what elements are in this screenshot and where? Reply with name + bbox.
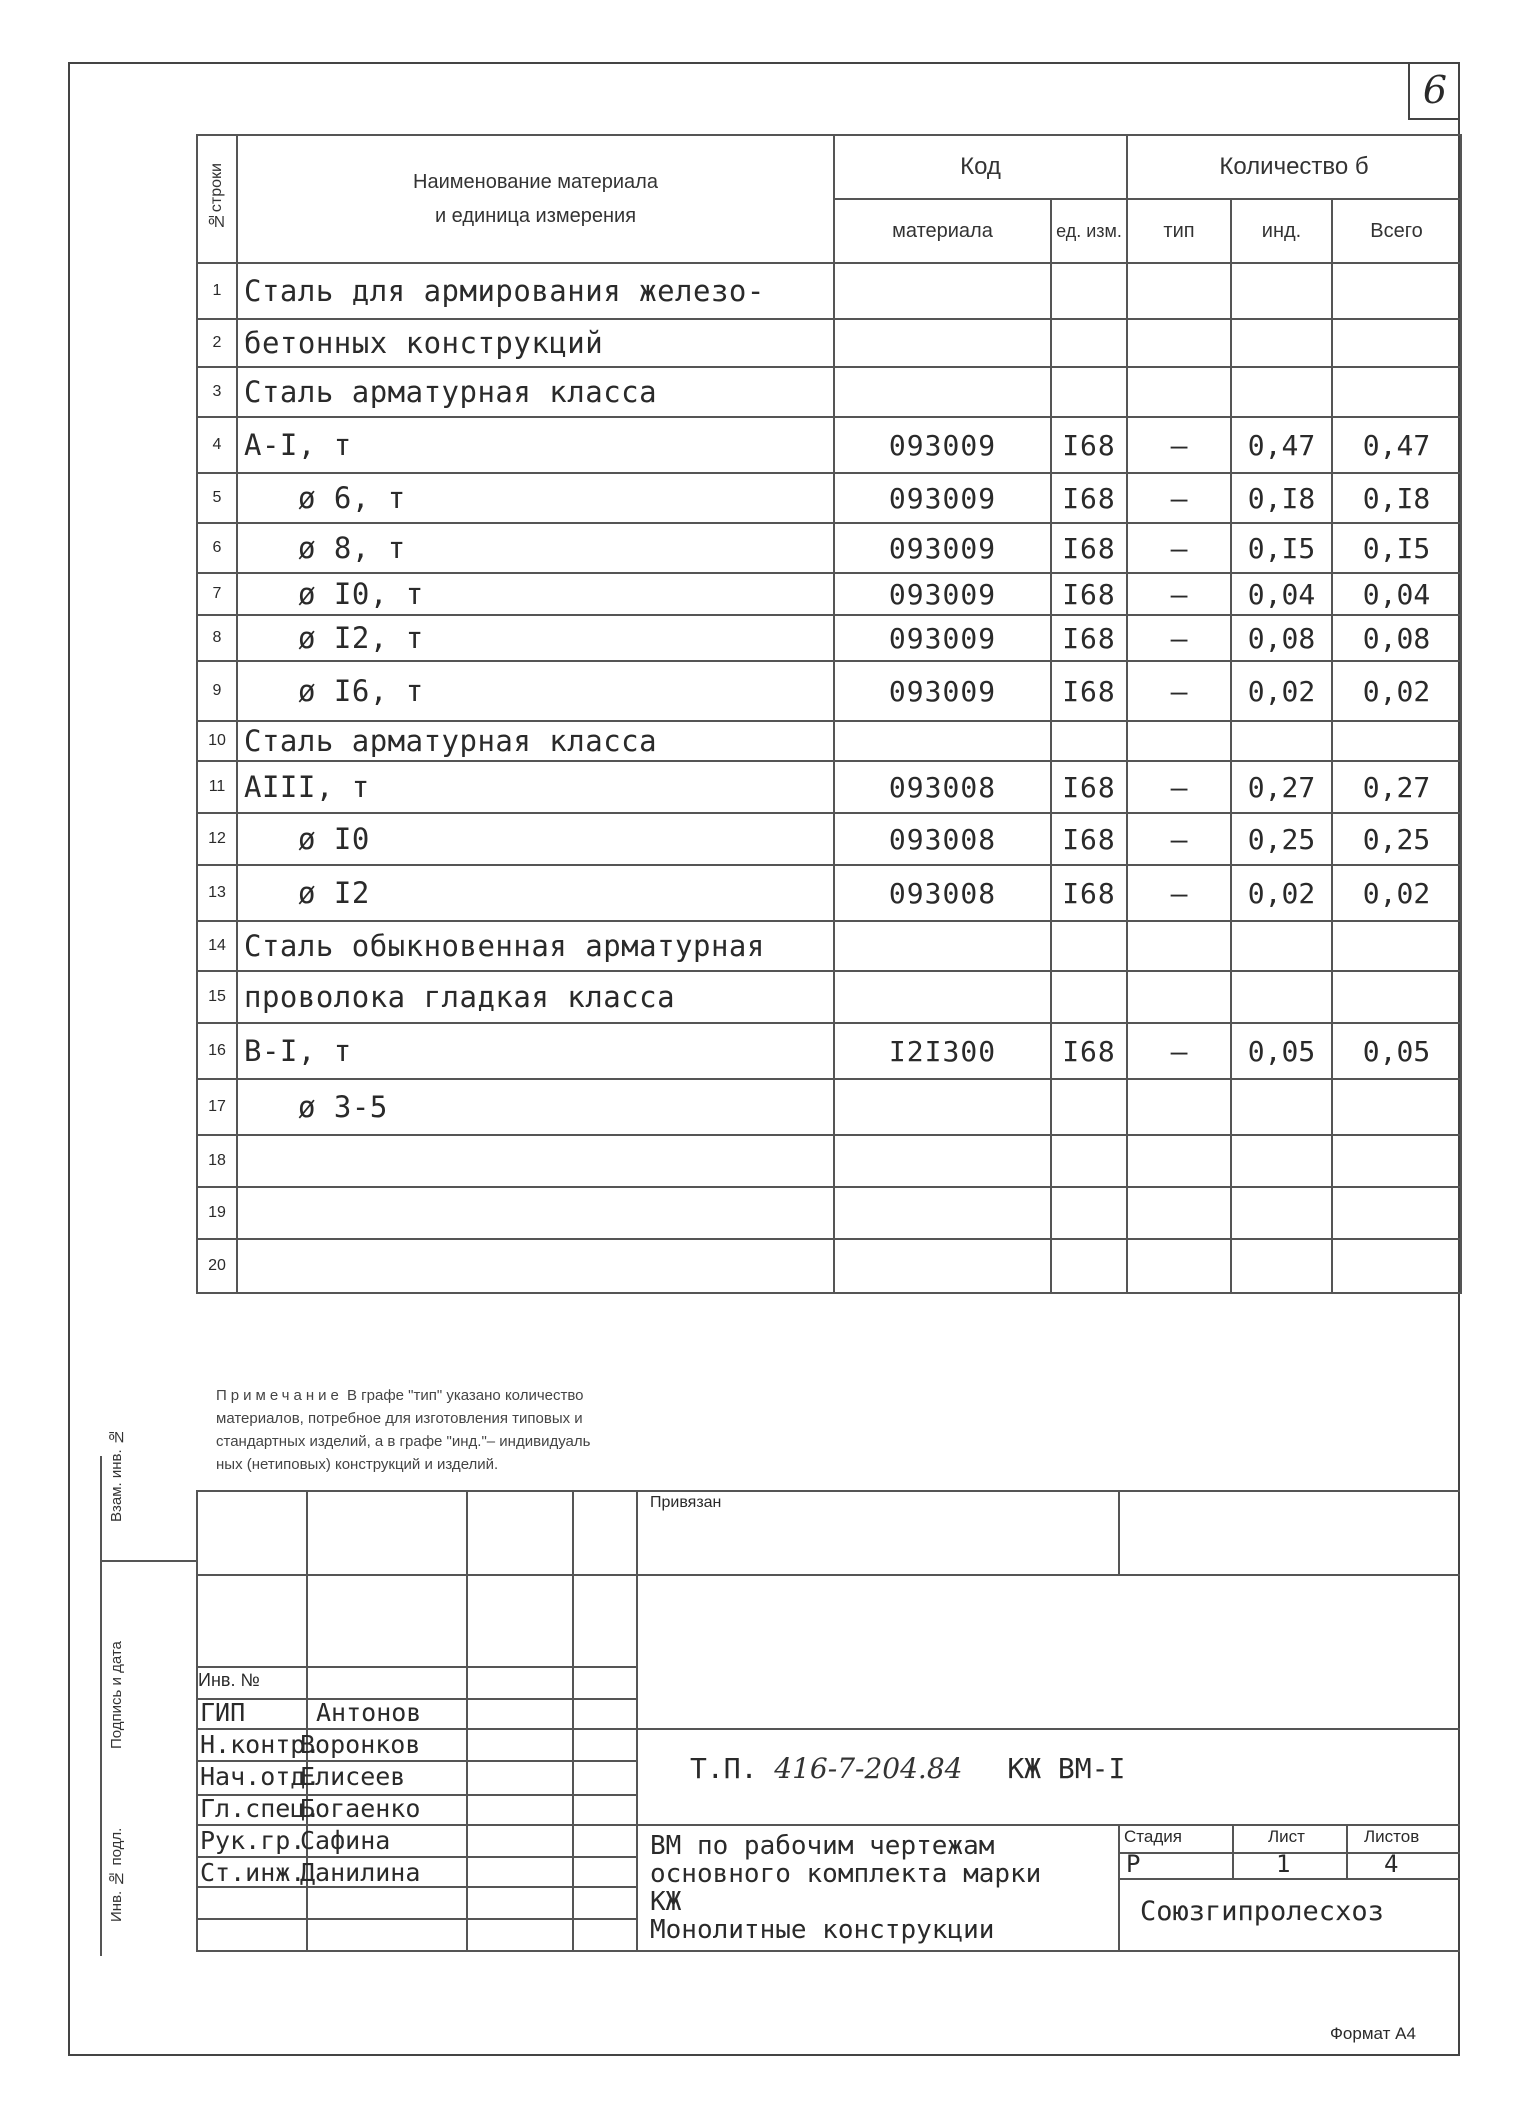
qty-total bbox=[1332, 1135, 1461, 1187]
qty-ind: 0,47 bbox=[1231, 417, 1332, 473]
unit-code bbox=[1051, 367, 1127, 417]
doc-title: ВМ по рабочим чертежам основного комплекта марки КЖ Монолитные конструкции bbox=[650, 1831, 1042, 1945]
signer-name: Сафина bbox=[300, 1826, 391, 1855]
table-row bbox=[197, 417, 1461, 473]
qty-type bbox=[1127, 971, 1231, 1023]
row-number: 15 bbox=[197, 971, 237, 1023]
qty-type bbox=[1127, 319, 1231, 367]
material-code bbox=[834, 1239, 1051, 1293]
qty-total: 0,08 bbox=[1332, 615, 1461, 661]
material-code bbox=[834, 367, 1051, 417]
unit-code: I68 bbox=[1051, 417, 1127, 473]
material-code: 093009 bbox=[834, 573, 1051, 615]
qty-total bbox=[1332, 263, 1461, 319]
signer-role: Нач.отд. bbox=[200, 1762, 321, 1791]
qty-total bbox=[1332, 319, 1461, 367]
header-code: Код bbox=[834, 135, 1127, 199]
table-row bbox=[197, 1023, 1461, 1079]
table-row bbox=[197, 1239, 1461, 1293]
material-name: Сталь арматурная класса bbox=[237, 367, 834, 417]
note-lead: Примечание bbox=[216, 1387, 343, 1404]
sheet-value: 1 bbox=[1276, 1850, 1291, 1878]
sheets-label: Листов bbox=[1364, 1827, 1420, 1846]
row-number: 13 bbox=[197, 865, 237, 921]
material-name: ø 8, т bbox=[237, 523, 834, 573]
material-name: ø I2 bbox=[237, 865, 834, 921]
material-code: 093008 bbox=[834, 761, 1051, 813]
qty-ind: 0,I5 bbox=[1231, 523, 1332, 573]
material-name: ø I0, т bbox=[237, 573, 834, 615]
row-number: 7 bbox=[197, 573, 237, 615]
sheet-label: Лист bbox=[1268, 1827, 1305, 1846]
qty-total bbox=[1332, 1187, 1461, 1239]
table-row bbox=[197, 615, 1461, 661]
row-number: 4 bbox=[197, 417, 237, 473]
table-row bbox=[197, 319, 1461, 367]
side-sign-date: Подпись и дата bbox=[108, 1641, 125, 1749]
unit-code: I68 bbox=[1051, 523, 1127, 573]
material-code bbox=[834, 721, 1051, 761]
qty-ind bbox=[1231, 1239, 1332, 1293]
signer-name: Антонов bbox=[316, 1698, 422, 1727]
qty-total bbox=[1332, 721, 1461, 761]
unit-code bbox=[1051, 319, 1127, 367]
header-unit: ед. изм. bbox=[1051, 199, 1127, 263]
header-quantity: Количество б bbox=[1127, 135, 1461, 199]
qty-ind: 0,08 bbox=[1231, 615, 1332, 661]
sheets-value: 4 bbox=[1384, 1850, 1399, 1878]
doc-code: Т.П. 416-7-204.84 КЖ ВМ-I bbox=[690, 1752, 1126, 1785]
qty-type bbox=[1127, 1079, 1231, 1135]
qty-ind bbox=[1231, 971, 1332, 1023]
material-code: 093009 bbox=[834, 523, 1051, 573]
row-number: 14 bbox=[197, 921, 237, 971]
row-number: 20 bbox=[197, 1239, 237, 1293]
material-name bbox=[237, 1187, 834, 1239]
unit-code bbox=[1051, 721, 1127, 761]
table-row bbox=[197, 1187, 1461, 1239]
unit-code: I68 bbox=[1051, 661, 1127, 721]
material-name: ø I6, т bbox=[237, 661, 834, 721]
table-row bbox=[197, 1135, 1461, 1187]
unit-code bbox=[1051, 1135, 1127, 1187]
signer-name: Воронков bbox=[300, 1730, 421, 1759]
qty-ind bbox=[1231, 367, 1332, 417]
material-name: ø I2, т bbox=[237, 615, 834, 661]
row-number: 3 bbox=[197, 367, 237, 417]
organization: Союзгипролесхоз bbox=[1140, 1896, 1384, 1927]
header-type: тип bbox=[1127, 199, 1231, 263]
qty-ind bbox=[1231, 1135, 1332, 1187]
qty-total bbox=[1332, 367, 1461, 417]
table-row bbox=[197, 573, 1461, 615]
signer-role: Н.контр. bbox=[200, 1730, 321, 1759]
row-number: 8 bbox=[197, 615, 237, 661]
unit-code: I68 bbox=[1051, 761, 1127, 813]
signer-role: Рук.гр. bbox=[200, 1826, 306, 1855]
row-number: 16 bbox=[197, 1023, 237, 1079]
qty-total bbox=[1332, 1079, 1461, 1135]
unit-code bbox=[1051, 1079, 1127, 1135]
qty-ind: 0,05 bbox=[1231, 1023, 1332, 1079]
material-name: ø 6, т bbox=[237, 473, 834, 523]
material-code bbox=[834, 1079, 1051, 1135]
qty-type: – bbox=[1127, 661, 1231, 721]
signer-name: Богаенко bbox=[300, 1794, 421, 1823]
note-line-1: В графе "тип" указано количество bbox=[347, 1387, 584, 1404]
qty-type bbox=[1127, 367, 1231, 417]
note-line-2: материалов, потребное для изготовления типовых и bbox=[216, 1410, 583, 1427]
note-line-3: стандартных изделий, а в графе "инд."– индивидуаль bbox=[216, 1433, 591, 1450]
qty-total: 0,02 bbox=[1332, 865, 1461, 921]
material-name: ø 3-5 bbox=[237, 1079, 834, 1135]
qty-ind bbox=[1231, 1187, 1332, 1239]
qty-total: 0,47 bbox=[1332, 417, 1461, 473]
header-rownum: №строки bbox=[197, 135, 237, 263]
table-row bbox=[197, 865, 1461, 921]
qty-ind: 0,02 bbox=[1231, 865, 1332, 921]
unit-code: I68 bbox=[1051, 615, 1127, 661]
material-name: А-I, т bbox=[237, 417, 834, 473]
table-row bbox=[197, 971, 1461, 1023]
signer-role: Гл.спец. bbox=[200, 1794, 321, 1823]
stage-value: Р bbox=[1126, 1850, 1141, 1878]
note-line-4: ных (нетиповых) конструкций и изделий. bbox=[216, 1456, 499, 1473]
qty-total: 0,05 bbox=[1332, 1023, 1461, 1079]
material-name bbox=[237, 1239, 834, 1293]
table-row bbox=[197, 761, 1461, 813]
unit-code: I68 bbox=[1051, 473, 1127, 523]
qty-total: 0,25 bbox=[1332, 813, 1461, 865]
table-row bbox=[197, 263, 1461, 319]
qty-ind bbox=[1231, 921, 1332, 971]
qty-type bbox=[1127, 721, 1231, 761]
qty-total: 0,02 bbox=[1332, 661, 1461, 721]
qty-type: – bbox=[1127, 1023, 1231, 1079]
qty-type: – bbox=[1127, 813, 1231, 865]
material-code: 093009 bbox=[834, 417, 1051, 473]
material-code bbox=[834, 971, 1051, 1023]
row-number: 6 bbox=[197, 523, 237, 573]
table-row bbox=[197, 813, 1461, 865]
signer-role: ГИП bbox=[200, 1698, 246, 1727]
qty-type bbox=[1127, 1135, 1231, 1187]
qty-ind: 0,25 bbox=[1231, 813, 1332, 865]
linked-label: Привязан bbox=[650, 1494, 722, 1511]
note-block bbox=[216, 1384, 976, 1476]
sheet-number: 6 bbox=[1408, 62, 1460, 120]
qty-type bbox=[1127, 1239, 1231, 1293]
row-number: 17 bbox=[197, 1079, 237, 1135]
format-label: Формат А4 bbox=[1330, 2024, 1416, 2043]
signer-role: Ст.инж. bbox=[200, 1858, 306, 1887]
inv-label: Инв. № bbox=[198, 1670, 260, 1690]
qty-total: 0,I8 bbox=[1332, 473, 1461, 523]
qty-ind: 0,27 bbox=[1231, 761, 1332, 813]
material-code bbox=[834, 263, 1051, 319]
row-number: 1 bbox=[197, 263, 237, 319]
material-name: ø I0 bbox=[237, 813, 834, 865]
table-row bbox=[197, 523, 1461, 573]
header-total: Всего bbox=[1332, 199, 1461, 263]
table-row bbox=[197, 661, 1461, 721]
material-name bbox=[237, 1135, 834, 1187]
qty-type: – bbox=[1127, 473, 1231, 523]
unit-code: I68 bbox=[1051, 813, 1127, 865]
material-code: I2I300 bbox=[834, 1023, 1051, 1079]
side-replace-inv: Взам. инв. № bbox=[108, 1428, 125, 1522]
qty-type bbox=[1127, 921, 1231, 971]
material-code: 093009 bbox=[834, 661, 1051, 721]
qty-ind: 0,04 bbox=[1231, 573, 1332, 615]
qty-type: – bbox=[1127, 573, 1231, 615]
qty-total: 0,I5 bbox=[1332, 523, 1461, 573]
stage-label: Стадия bbox=[1124, 1827, 1182, 1846]
qty-type: – bbox=[1127, 523, 1231, 573]
header-material-name: Наименование материала и единица измерения bbox=[237, 135, 834, 263]
material-code bbox=[834, 1187, 1051, 1239]
signer-name: Елисеев bbox=[300, 1762, 406, 1791]
row-number: 11 bbox=[197, 761, 237, 813]
row-number: 19 bbox=[197, 1187, 237, 1239]
row-number: 10 bbox=[197, 721, 237, 761]
material-code: 093009 bbox=[834, 473, 1051, 523]
row-number: 2 bbox=[197, 319, 237, 367]
material-code bbox=[834, 921, 1051, 971]
qty-type: – bbox=[1127, 865, 1231, 921]
material-code: 093008 bbox=[834, 813, 1051, 865]
material-name: Сталь для армирования железо- bbox=[237, 263, 834, 319]
unit-code bbox=[1051, 1239, 1127, 1293]
header-code-material: материала bbox=[834, 199, 1051, 263]
table-row bbox=[197, 473, 1461, 523]
row-number: 5 bbox=[197, 473, 237, 523]
qty-total bbox=[1332, 971, 1461, 1023]
row-number: 12 bbox=[197, 813, 237, 865]
qty-ind bbox=[1231, 1079, 1332, 1135]
material-spec-table bbox=[196, 134, 1462, 1294]
unit-code bbox=[1051, 1187, 1127, 1239]
table-row bbox=[197, 1079, 1461, 1135]
material-code: 093008 bbox=[834, 865, 1051, 921]
unit-code: I68 bbox=[1051, 865, 1127, 921]
material-code bbox=[834, 1135, 1051, 1187]
header-ind: инд. bbox=[1231, 199, 1332, 263]
qty-type bbox=[1127, 263, 1231, 319]
material-name: Сталь арматурная класса bbox=[237, 721, 834, 761]
qty-type: – bbox=[1127, 417, 1231, 473]
material-name: бетонных конструкций bbox=[237, 319, 834, 367]
table-row bbox=[197, 921, 1461, 971]
unit-code: I68 bbox=[1051, 573, 1127, 615]
qty-type bbox=[1127, 1187, 1231, 1239]
qty-total bbox=[1332, 921, 1461, 971]
table-row bbox=[197, 367, 1461, 417]
material-name: В-I, т bbox=[237, 1023, 834, 1079]
unit-code bbox=[1051, 971, 1127, 1023]
material-code bbox=[834, 319, 1051, 367]
unit-code bbox=[1051, 921, 1127, 971]
qty-ind: 0,I8 bbox=[1231, 473, 1332, 523]
qty-ind bbox=[1231, 721, 1332, 761]
qty-ind bbox=[1231, 263, 1332, 319]
unit-code: I68 bbox=[1051, 1023, 1127, 1079]
material-name: Сталь обыкновенная арматурная bbox=[237, 921, 834, 971]
side-inv-orig: Инв. № подл. bbox=[108, 1827, 125, 1923]
signer-name: Данилина bbox=[300, 1858, 421, 1887]
qty-type: – bbox=[1127, 761, 1231, 813]
material-name: АIII, т bbox=[237, 761, 834, 813]
row-number: 18 bbox=[197, 1135, 237, 1187]
qty-ind: 0,02 bbox=[1231, 661, 1332, 721]
qty-ind bbox=[1231, 319, 1332, 367]
qty-total: 0,04 bbox=[1332, 573, 1461, 615]
qty-total: 0,27 bbox=[1332, 761, 1461, 813]
unit-code bbox=[1051, 263, 1127, 319]
table-row bbox=[197, 721, 1461, 761]
row-number: 9 bbox=[197, 661, 237, 721]
material-name: проволока гладкая класса bbox=[237, 971, 834, 1023]
qty-total bbox=[1332, 1239, 1461, 1293]
qty-type: – bbox=[1127, 615, 1231, 661]
material-code: 093009 bbox=[834, 615, 1051, 661]
